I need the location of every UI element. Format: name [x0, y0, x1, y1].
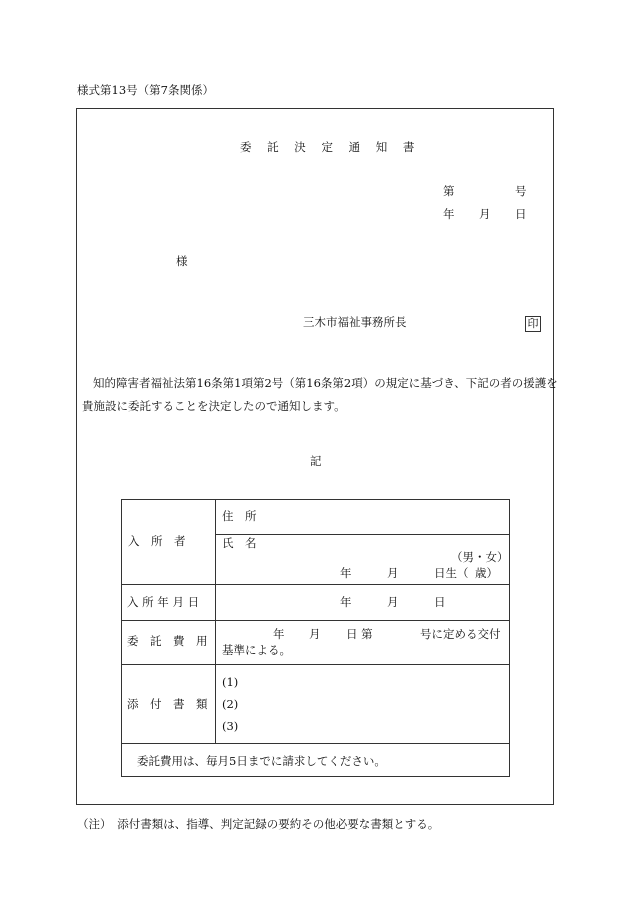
label-shimei: 氏 名: [222, 536, 257, 550]
label-nyusho-sha: 入 所 者: [128, 534, 186, 548]
birth-year: 年: [340, 566, 352, 580]
form-number: 様式第13号（第7条関係）: [77, 83, 214, 97]
tenpu-item-3: (3): [222, 719, 239, 733]
table-row-line: [121, 743, 510, 744]
itaku-day-dai: 日 第: [346, 627, 373, 641]
birth-day: 日生（: [434, 566, 469, 580]
table-row-line: [121, 664, 510, 665]
label-jusho: 住 所: [222, 509, 257, 523]
tenpu-item-1: (1): [222, 675, 239, 689]
label-nyusho-date: 入 所 年 月 日: [127, 595, 200, 609]
sender-name: 三木市福祉事務所長: [303, 315, 407, 329]
nyusho-year: 年: [340, 595, 352, 609]
label-tenpu: 添 付 書 類: [127, 697, 208, 711]
nyusho-month: 月: [387, 595, 399, 609]
date-month: 月: [479, 207, 491, 221]
table-row-line: [215, 534, 510, 535]
itaku-line2: 基準による。: [222, 643, 291, 657]
doc-number-dai: 第: [443, 184, 455, 198]
itaku-month: 月: [309, 627, 321, 641]
seal-stamp: 印: [525, 316, 541, 332]
ki-heading: 記: [310, 454, 322, 468]
footnote: （注） 添付書類は、指導、判定記録の要約その他必要な書類とする。: [77, 817, 440, 831]
doc-number-go: 号: [515, 184, 527, 198]
date-year: 年: [443, 207, 455, 221]
tenpu-item-2: (2): [222, 697, 239, 711]
body-text-line2: 貴施設に委託することを決定したので通知します。: [82, 399, 346, 413]
birth-month: 月: [387, 566, 399, 580]
table-footer-note: 委託費用は、毎月5日までに請求してください。: [137, 754, 386, 768]
itaku-year: 年: [273, 627, 285, 641]
addressee-suffix: 様: [176, 254, 188, 268]
itaku-go-text: 号に定める交付: [420, 627, 501, 641]
table-row-line: [121, 584, 510, 585]
gender-field: （男・女）: [451, 550, 509, 564]
date-day: 日: [515, 207, 527, 221]
label-itaku-hiyo: 委 託 費 用: [127, 634, 208, 648]
nyusho-day: 日: [434, 595, 446, 609]
table-divider-vertical: [215, 499, 216, 743]
body-text-line1: 知的障害者福祉法第16条第1項第2号（第16条第2項）の規定に基づき、下記の者の援護を: [93, 376, 558, 390]
document-title: 委 託 決 定 通 知 書: [240, 140, 421, 154]
table-row-line: [121, 620, 510, 621]
age-field: 歳）: [475, 566, 498, 580]
